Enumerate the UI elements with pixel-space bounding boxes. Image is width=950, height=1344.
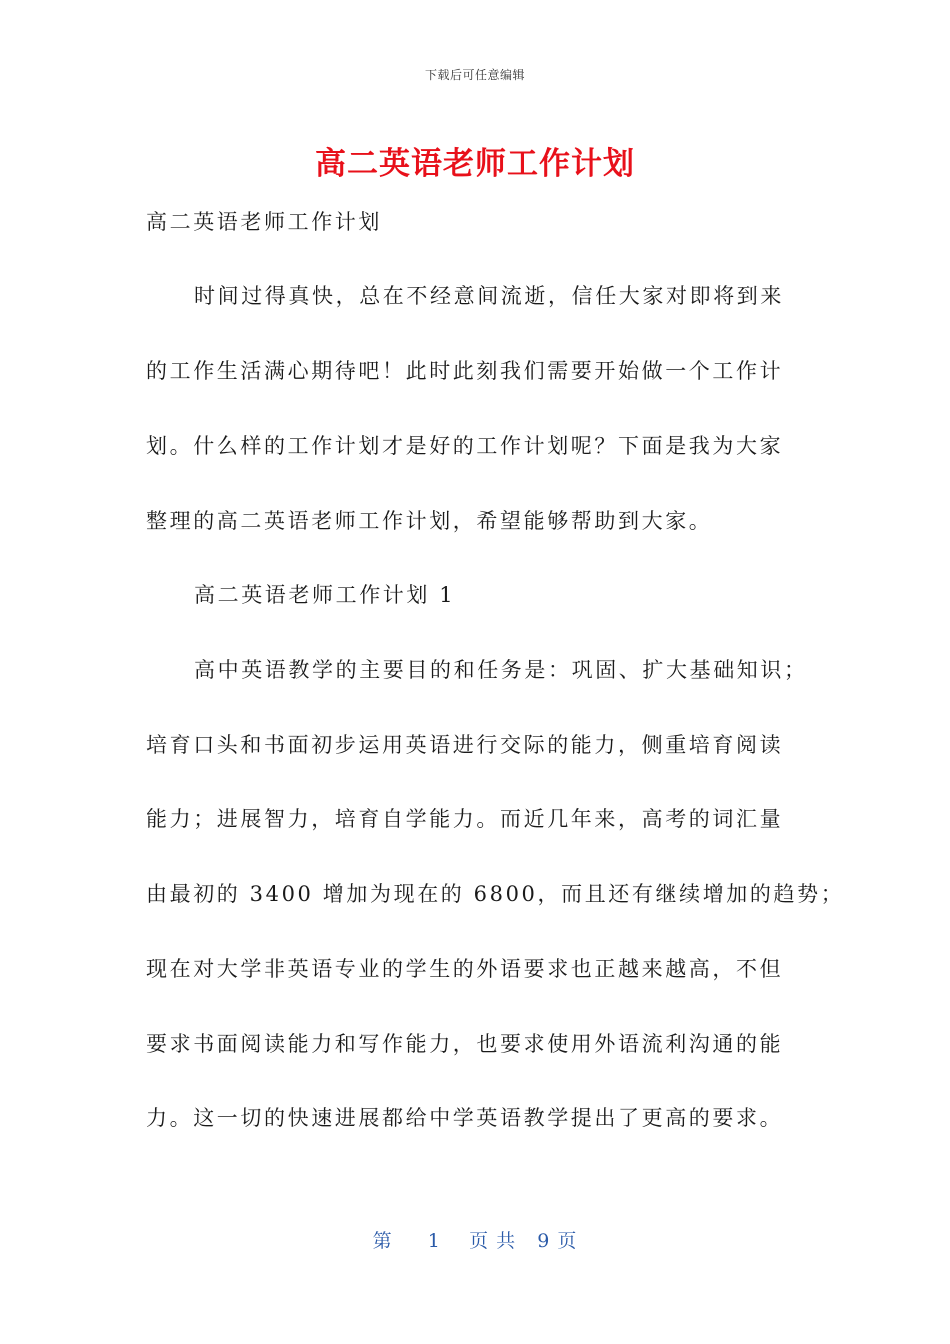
body-line: 划。什么样的工作计划才是好的工作计划呢？下面是我为大家 — [146, 434, 784, 458]
body-line: 整理的高二英语老师工作计划，希望能够帮助到大家。 — [146, 509, 713, 533]
body-line: 高中英语教学的主要目的和任务是：巩固、扩大基础知识； — [194, 658, 808, 682]
body-line: 力。这一切的快速进展都给中学英语教学提出了更高的要求。 — [146, 1106, 784, 1130]
body-line: 要求书面阅读能力和写作能力，也要求使用外语流利沟通的能 — [146, 1032, 784, 1056]
body-line: 能力；进展智力，培育自学能力。而近几年来，高考的词汇量 — [146, 807, 784, 831]
body-line: 培育口头和书面初步运用英语进行交际的能力，侧重培育阅读 — [146, 733, 784, 757]
body-line: 的工作生活满心期待吧！此时此刻我们需要开始做一个工作计 — [146, 359, 784, 383]
header-note: 下载后可任意编辑 — [424, 68, 525, 82]
page-footer — [0, 1226, 950, 1253]
footer-suffix: 页 — [557, 1230, 578, 1252]
footer-prefix: 第 — [372, 1230, 393, 1252]
document-title: 高二英语老师工作计划 — [315, 146, 635, 182]
footer-middle: 页 共 — [469, 1230, 517, 1252]
body-line: 时间过得真快，总在不经意间流逝，信任大家对即将到来 — [194, 284, 784, 308]
body-line: 高二英语老师工作计划 1 — [194, 583, 456, 607]
footer-total-pages: 9 — [537, 1230, 551, 1252]
footer-current-page: 1 — [427, 1230, 441, 1252]
body-line: 现在对大学非英语专业的学生的外语要求也正越来越高，不但 — [146, 957, 784, 981]
body-line: 由最初的 3400 增加为现在的 6800，而且还有继续增加的趋势； — [146, 882, 845, 906]
body-line: 高二英语老师工作计划 — [146, 210, 382, 234]
